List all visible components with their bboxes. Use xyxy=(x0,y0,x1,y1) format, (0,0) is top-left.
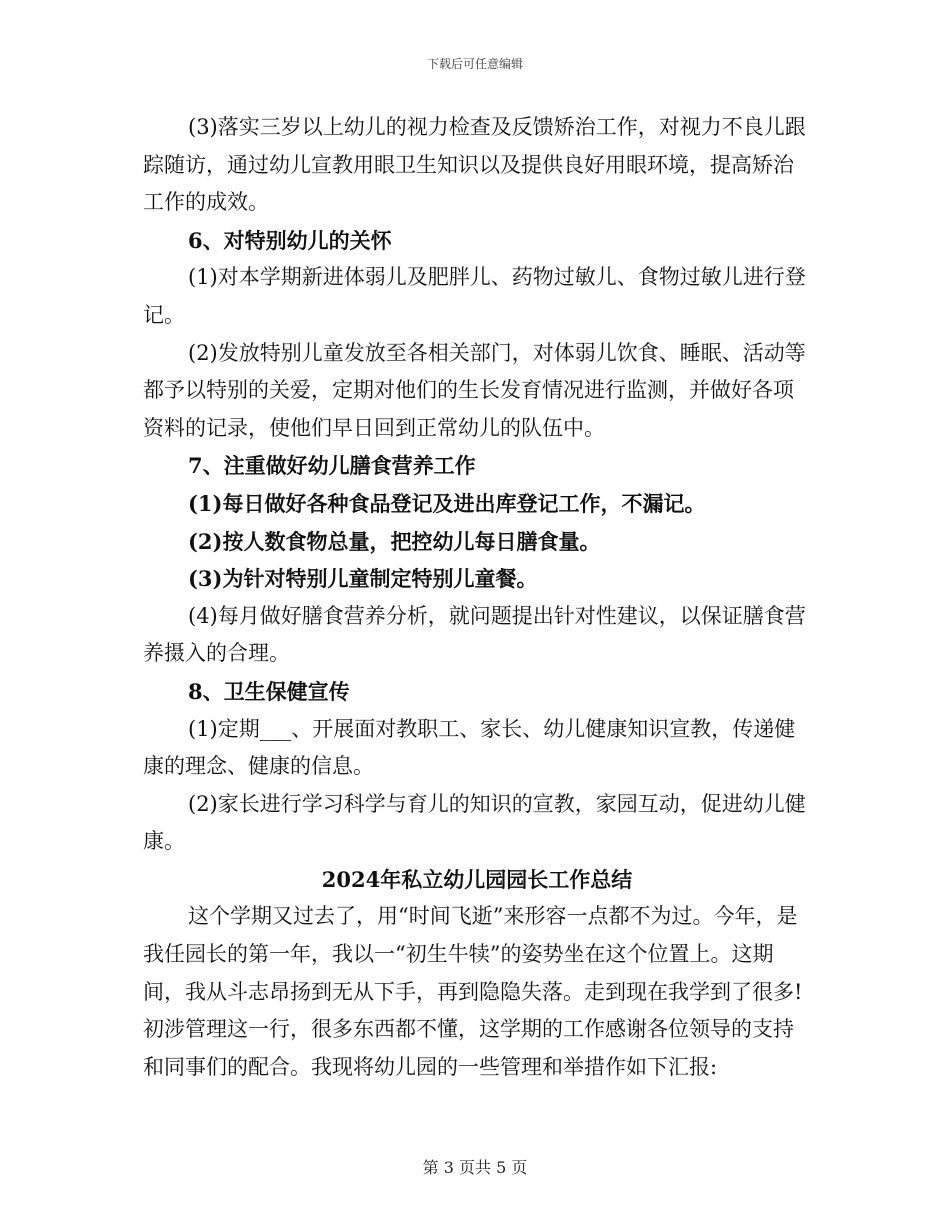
document-title: 2024年私立幼儿园园长工作总结 xyxy=(321,866,633,892)
paragraph: 这个学期又过去了，用“时间飞逝”来形容一点都不为过。今年，是我任园长的第一年，我以一“初生牛犊”的姿势坐在这个位置上。这期间，我从斗志昂扬到无从下手，再到隐隐失落。走到现在我学到了很多!初涉管理这一行，很多东西都不懂，这学期的工作感谢各位领导的支持和同事们的配合。我现将幼儿园的一些管理和举措作如下汇报: xyxy=(143,904,803,1079)
section-heading: 6、对特别幼儿的关怀 xyxy=(188,227,392,253)
paragraph: (3)落实三岁以上幼儿的视力检查及反馈矫治工作，对视力不良儿跟踪随访，通过幼儿宣教用眼卫生知识以及提供良好用眼环境，提高矫治工作的成效。 xyxy=(143,115,806,215)
section-heading: 7、注重做好幼儿膳食营养工作 xyxy=(188,453,476,479)
document-body xyxy=(143,109,811,1086)
paragraph: (2)按人数食物总量，把控幼儿每日膳食量。 xyxy=(188,528,601,554)
paragraph: (1)对本学期新进体弱儿及肥胖儿、药物过敏儿、食物过敏儿进行登记。 xyxy=(143,265,806,327)
page-header: 下载后可任意编辑 xyxy=(426,57,523,71)
paragraph: (2)家长进行学习科学与育儿的知识的宣教，家园互动，促进幼儿健康。 xyxy=(143,791,806,854)
paragraph: (1)每日做好各种食品登记及进出库登记工作，不漏记。 xyxy=(188,490,706,516)
section-heading: 8、卫生保健宣传 xyxy=(188,678,350,704)
page-footer: 第 3 页共 5 页 xyxy=(422,1158,528,1177)
paragraph: (4)每月做好膳食营养分析，就问题提出针对性建议，以保证膳食营养摄入的合理。 xyxy=(143,603,806,666)
paragraph: (2)发放特别儿童发放至各相关部门，对体弱儿饮食、睡眠、活动等都予以特别的关爱，定期对他们的生长发育情况进行监测，并做好各项资料的记录，使他们早日回到正常幼儿的队伍中。 xyxy=(143,340,806,440)
paragraph: (1)定期___、开展面对教职工、家长、幼儿健康知识宣教，传递健康的理念、健康的信息。 xyxy=(143,716,796,779)
paragraph: (3)为针对特别儿童制定特别儿童餐。 xyxy=(188,566,538,592)
